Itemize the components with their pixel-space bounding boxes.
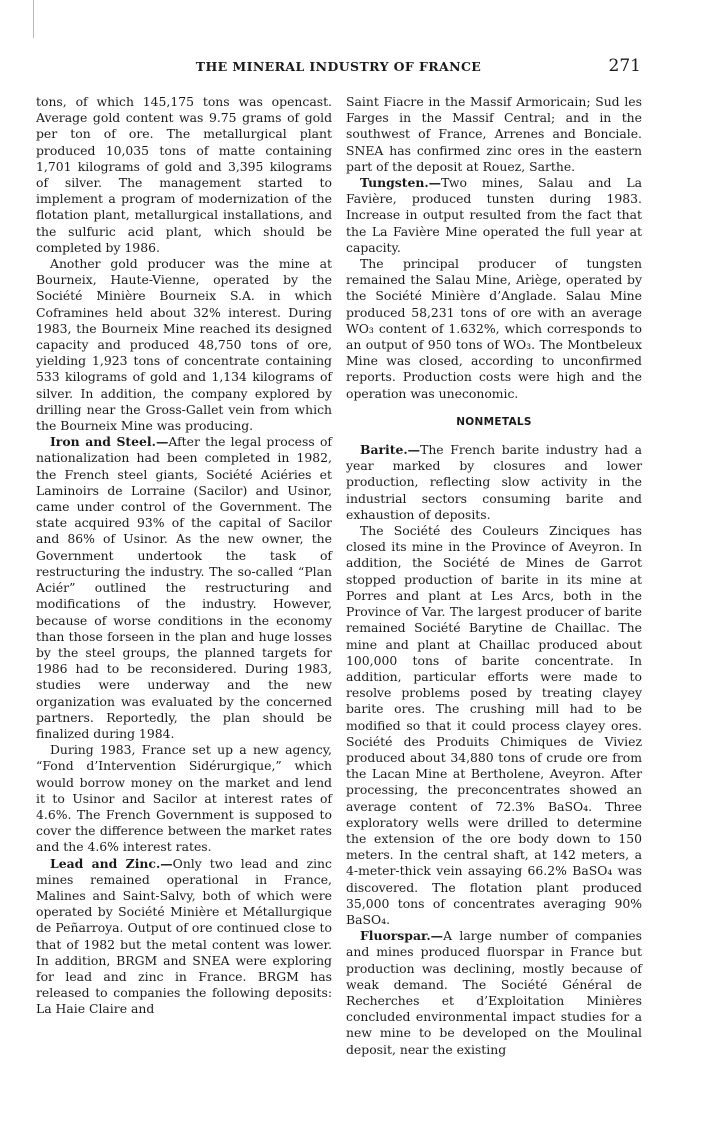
paragraph-fluorspar — [346, 928, 642, 1058]
paragraph-tungsten — [346, 175, 642, 256]
paragraph-barite-producers: The Société des Couleurs Zinciques has closed its mine in the Province of Aveyron. In addition, the Société de Mines de Garrot stopped production of barite in its mine at Porres and plant at Les Arcs, both in the Province of Var. The largest producer of barite remained Société Barytine de Chaillac. The mine and plant at Chaillac produced about 100,000 tons of barite concentrate. In addition, particular efforts were made to resolve problems posed by treating clayey barite ores. The crushing mill had to be modified so that it could process clayey ores. Société des Produits Chimiques de Viviez produced about 34,880 tons of crude ore from the Lacan Mine at Bertholene, Aveyron. After processing, the preconcentrates showed an average content of 72.3% BaSO₄. Three exploratory wells were drilled to determine the extension of the ore body down to 150 meters. In the central shaft, at 142 meters, a 4-meter-thick vein assaying 66.2% BaSO₄ was discovered. The flotation plant produced 35,000 tons of concentrates averaging 90% BaSO₄. — [346, 523, 642, 927]
paragraph-tungsten-text: Two mines, Salau and La Favière, produced tunsten during 1983. Increase in output resulted from the fact that the La Favière Mine operated the full year at capacity. — [346, 175, 642, 255]
running-title: THE MINERAL INDUSTRY OF FRANCE — [195, 59, 482, 74]
paragraph-lead-zinc — [36, 856, 332, 1018]
paragraph-bourneix-mine: Another gold producer was the mine at Bourneix, Haute-Vienne, operated by the Société Minière Bourneix S.A. in which Coframines held about 32% interest. During 1983, the Bourneix Mine reached its designed capacity and produced 48,750 tons of ore, yielding 1,923 tons of concentrate containing 533 kilograms of gold and 1,134 kilograms of silver. In addition, the company explored by drilling near the Gross-Gallet vein from which the Bourneix Mine was producing. — [36, 256, 332, 434]
paragraph-iron-steel — [36, 434, 332, 742]
page-number: 271 — [608, 56, 641, 76]
paragraph-iron-steel-text: After the legal process of nationalization had been completed in 1982, the French steel giants, Société Aciéries et Laminoirs de Lorraine (Sacilor) and Usinor, came under control of the Government. The state acquired 93% of the capital of Sacilor and 86% of Usinor. As the new owner, the Government undertook the task of restructuring the industry. The so-called “Plan Aciér” outlined the restructuring and modifications of the industry. However, because of worse conditions in the economy than those forseen in the plan and huge losses by the steel groups, the planned targets for 1986 had to be reconsidered. During 1983, studies were underway and the new organization was evaluated by the concerned partners. Reportedly, the plan should be finalized during 1984. — [36, 434, 332, 741]
running-head — [36, 56, 641, 78]
paragraph-barite — [346, 442, 642, 523]
run-in-heading-lead-zinc: Lead and Zinc.— — [50, 855, 173, 871]
run-in-heading-iron-steel: Iron and Steel.— — [50, 434, 169, 450]
margin-rule — [33, 0, 34, 38]
paragraph-salau-mine: The principal producer of tungsten remained the Salau Mine, Ariège, operated by the Société Minière d’Anglade. Salau Mine produced 58,231 tons of ore with an average WO₃ content of 1.632%, which corresponds to an output of 950 tons of WO₃. The Montbeleux Mine was closed, according to unconfirmed reports. Production costs were high and the operation was uneconomic. — [346, 256, 642, 401]
run-in-heading-barite: Barite.— — [360, 442, 421, 458]
paragraph-zinc-deposits: Saint Fiacre in the Massif Armoricain; Sud les Farges in the Massif Central; and in the southwest of France, Arrenes and Bonciale. SNEA has confirmed zinc ores in the eastern part of the deposit at Rouez, Sarthe. — [346, 94, 642, 174]
paragraph-barite-text: The French barite industry had a year marked by closures and lower production, reflecting slow activity in the industrial sectors consuming barite and exhaustion of deposits. — [346, 442, 642, 522]
paragraph-lead-zinc-text: Only two lead and zinc mines remained operational in France, Malines and Saint-Salvy, both of which were operated by Société Minière et Métallurgique de Peñarroya. Output of ore continued close to that of 1982 but the metal content was lower. In addition, BRGM and SNEA were exploring for lead and zinc in France. BRGM has released to companies the following deposits: La Haie Claire and — [36, 855, 332, 1017]
run-in-heading-tungsten: Tungsten.— — [360, 175, 442, 191]
right-column — [346, 94, 642, 1058]
paragraph-gold-output: tons, of which 145,175 tons was opencast. Average gold content was 9.75 grams of gold per ton of ore. The metallurgical plant produced 10,035 tons of matte containing 1,701 kilograms of gold and 3,395 kilograms of silver. The management started to implement a program of modernization of the flotation plant, metallurgical installations, and the sulfuric acid plant, which should be completed by 1986. — [36, 94, 332, 255]
section-heading-nonmetals: NONMETALS — [456, 415, 532, 428]
run-in-heading-fluorspar: Fluorspar.— — [360, 928, 444, 944]
left-column — [36, 94, 332, 1018]
paragraph-steel-agency: During 1983, France set up a new agency, “Fond d’Intervention Sidérurgique,” which would borrow money on the market and lend it to Usinor and Sacilor at interest rates of 4.6%. The French Government is supposed to cover the difference between the market rates and the 4.6% interest rates. — [36, 742, 332, 855]
paragraph-fluorspar-text: A large number of companies and mines produced fluorspar in France but production was declining, mostly because of weak demand. The Société Général de Recherches et d’Exploitation Minières concluded environmental impact studies for a new mine to be developed on the Moulinal deposit, near the existing — [346, 928, 642, 1057]
